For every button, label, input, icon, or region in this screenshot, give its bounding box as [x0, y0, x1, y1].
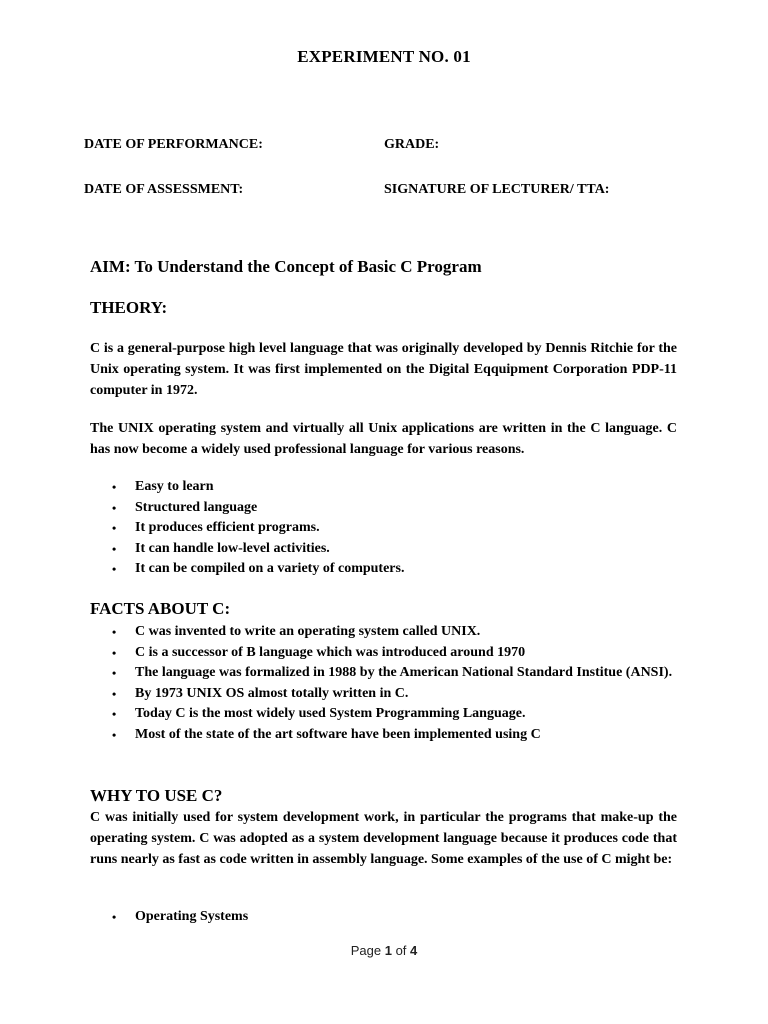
list-item: • Most of the state of the art software have been implemented using C	[90, 725, 677, 746]
signature-label: SIGNATURE OF LECTURER/ TTA:	[384, 182, 610, 197]
why-bullet-list	[90, 907, 677, 928]
why-paragraph: C was initially used for system development work, in particular the programs that make-up the operating system. C was adopted as a system development language because it produces code that runs nearly as fast as code written in assembly language. Some examples of the use of C might be:	[90, 810, 677, 867]
list-item: • Operating Systems	[90, 907, 677, 928]
theory-paragraph-2: The UNIX operating system and virtually all Unix applications are written in the C language. C has now become a widely used professional language for various reasons.	[90, 421, 677, 457]
bullet-icon: •	[112, 521, 117, 536]
list-item: • It can be compiled on a variety of computers.	[90, 559, 677, 580]
bullet-icon: •	[112, 562, 117, 577]
grade-label: GRADE:	[384, 137, 440, 152]
list-item: • Today C is the most widely used System Programming Language.	[90, 704, 677, 725]
facts-bullet-list	[90, 622, 677, 746]
bullet-icon: •	[112, 645, 117, 660]
page-footer	[0, 943, 768, 958]
list-item: • C is a successor of B language which was introduced around 1970	[90, 643, 677, 664]
theory-heading: THEORY:	[90, 298, 168, 317]
facts-heading: FACTS ABOUT C:	[90, 599, 231, 618]
list-item: • It can handle low-level activities.	[90, 539, 677, 560]
list-item: • By 1973 UNIX OS almost totally written in C.	[90, 684, 677, 705]
of-word: of	[395, 943, 407, 958]
list-item: • Easy to learn	[90, 477, 677, 498]
bullet-icon: •	[112, 686, 117, 701]
bullet-icon: •	[112, 480, 117, 494]
page-current: 1	[384, 943, 392, 958]
bullet-icon: •	[112, 707, 117, 722]
bullet-icon: •	[112, 727, 117, 742]
bullet-icon: •	[112, 541, 117, 556]
aim-heading: AIM: To Understand the Concept of Basic C Program	[90, 257, 482, 276]
list-item: • C was invented to write an operating system called UNIX.	[90, 622, 677, 643]
page-word: Page	[350, 943, 382, 958]
list-item: • The language was formalized in 1988 by the American National Standard Institue (ANSI).	[90, 663, 677, 684]
experiment-title: EXPERIMENT NO. 01	[297, 47, 471, 66]
theory-paragraph-1: C is a general-purpose high level language that was originally developed by Dennis Ritchie for the Unix operating system. It was first implemented on the Digital Eqquipment Corporation PDP-11 computer in 1972.	[90, 341, 677, 398]
bullet-icon: •	[112, 666, 117, 681]
bullet-icon: •	[112, 500, 117, 515]
list-item: • It produces efficient programs.	[90, 518, 677, 539]
date-of-assessment-label: DATE OF ASSESSMENT:	[84, 182, 244, 197]
why-heading: WHY TO USE C?	[90, 786, 223, 805]
page-total: 4	[410, 943, 418, 958]
bullet-icon: •	[112, 910, 117, 924]
date-of-performance-label: DATE OF PERFORMANCE:	[84, 137, 263, 152]
bullet-icon: •	[112, 625, 117, 639]
list-item: • Structured language	[90, 498, 677, 519]
theory-bullet-list	[90, 477, 677, 580]
